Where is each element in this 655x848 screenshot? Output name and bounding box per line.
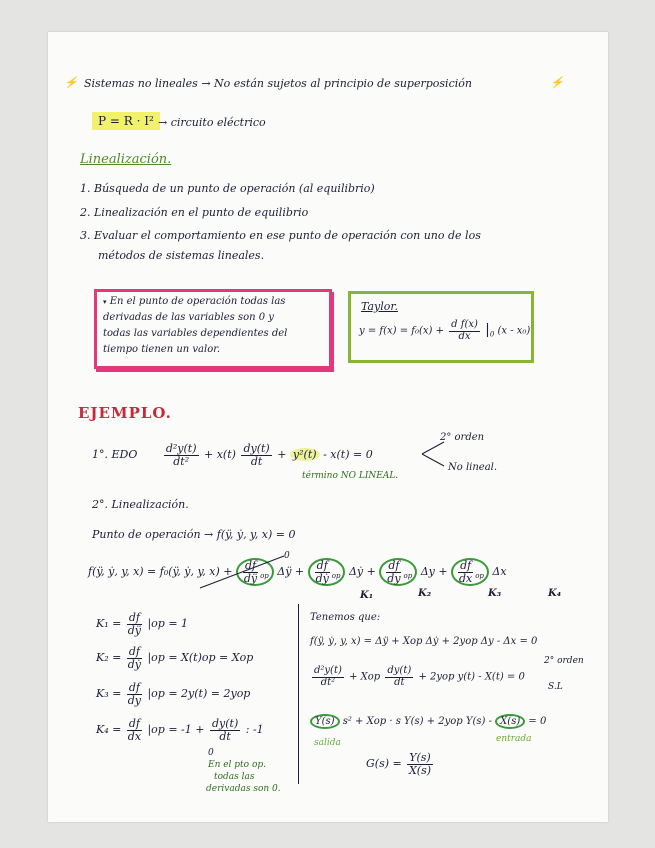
k2-label: K₂ (418, 588, 432, 599)
pink-note-box (94, 289, 332, 369)
header-warning-left: ⚡ (64, 76, 78, 89)
section-title-linealizacion: Linealización. (80, 152, 172, 167)
right-eq2: $\frac{\text{d²y(t)}}{\text{dt²}}$ + Xop $\frac{dy(t)}{dt}$ + 2yop y(t) - X(t) = 0 (314, 665, 525, 688)
label-entrada: entrada (496, 734, 532, 744)
step-3-cont: métodos de sistemas lineales. (98, 249, 265, 262)
k4-zero: 0 (208, 748, 214, 758)
eq2-annot-order: 2° orden (544, 656, 584, 666)
formula-note: → circuito eléctrico (158, 116, 266, 129)
k3-eq: K₃ = $\frac{df}{dy}$ |op = 2y(t) = 2yop (96, 681, 251, 707)
transfer-function: G(s) = $\frac{Y(s)}{X(s)}$ (366, 751, 432, 777)
k4-eq: K₄ = $\frac{df}{dx}$ |op = -1 + $\frac{dy(t)}{dt}$ : -1 (96, 717, 264, 743)
k3-label: K₃ (488, 588, 502, 599)
laplace-eq: Y(s) s² + Xop · s Y(s) + 2yop Y(s) - X(s) = 0 (310, 714, 546, 729)
annot-order: 2° orden (440, 432, 485, 443)
eq2-annot-sl: S.L (548, 682, 563, 692)
nonlinear-term: y²(t) (290, 448, 320, 461)
note-line-2: todas las (214, 772, 255, 782)
label-salida: salida (314, 738, 341, 748)
header-warning-right: ⚡ (550, 76, 564, 89)
step-1: 1. Búsqueda de un punto de operación (al equilibrio) (80, 182, 375, 195)
note-line-3: derivadas son 0. (206, 784, 281, 794)
annot-nonlinear: No lineal. (448, 462, 498, 473)
zero-mark: 0 (284, 551, 290, 561)
k4-label: K₄ (548, 588, 562, 599)
branch-arrows (418, 440, 448, 468)
taylor-formula: y = f(x) = f₀(x) + $\frac{\text{d f(x)}}{dx}$ $|_0$ (x - x₀) (359, 319, 531, 342)
k2-eq: K₂ = $\frac{df}{\text{dẏ}}$ |op = X(t)op = Xop (96, 645, 254, 671)
k1-label: K₁ (360, 590, 374, 601)
notebook-page (48, 32, 608, 822)
edo-equation: 1°. EDO $\frac{\text{d²y(t)}}{\text{dt²}}$ + x(t) $\frac{dy(t)}{dt}$ + y²(t) - x(t) = 0 (92, 442, 373, 468)
step-2: 2. Linealización en el punto de equilibrio (80, 206, 309, 219)
pink-line-1: ▾ En el punto de operación todas las (103, 296, 286, 307)
strike-arrow (198, 554, 288, 590)
op-point: Punto de operación → f(ÿ, ẏ, y, x) = 0 (92, 528, 296, 541)
taylor-title: Taylor. (361, 300, 398, 313)
ejemplo-title: EJEMPLO. (78, 404, 172, 422)
taylor-box (348, 291, 534, 363)
expansion-line: f(ÿ, ẏ, y, x) = f₀(ÿ, ẏ, y, x) + $\frac{df}{dÿ}$ $_{op}$ Δÿ + $\frac{df}{\text{dẏ}}$ $_{op}$ Δẏ + $\frac{df}{dy}$ $_{op}$ Δy + $\frac{df}{dx}$ $_{op}$ Δx (88, 559, 507, 585)
pink-line-3: todas las variables dependientes del (103, 328, 288, 339)
formula-highlight: P = R · I² (92, 112, 160, 130)
step-3: 3. Evaluar el comportamiento en ese punto de operación con uno de los (80, 229, 481, 242)
tenemos: Tenemos que: (310, 612, 381, 623)
pink-line-4: tiempo tienen un valor. (103, 344, 221, 355)
pink-line-2: derivadas de las variables son 0 y (103, 312, 274, 323)
laplace-Y: Y(s) (310, 714, 340, 729)
k1-eq: K₁ = $\frac{df}{dÿ}$ |op = 1 (96, 611, 189, 637)
right-eq1: f(ÿ, ẏ, y, x) = Δÿ + Xop Δẏ + 2yop Δy - Δx = 0 (310, 636, 538, 647)
annot-term-nonlinear: término NO LINEAL. (302, 471, 399, 481)
header-line: Sistemas no lineales → No están sujetos al principio de superposición (84, 77, 472, 90)
vertical-divider (298, 604, 299, 784)
lin-heading: 2°. Linealización. (92, 498, 189, 511)
laplace-X: X(s) (495, 714, 525, 729)
note-line-1: En el pto op. (208, 760, 266, 770)
